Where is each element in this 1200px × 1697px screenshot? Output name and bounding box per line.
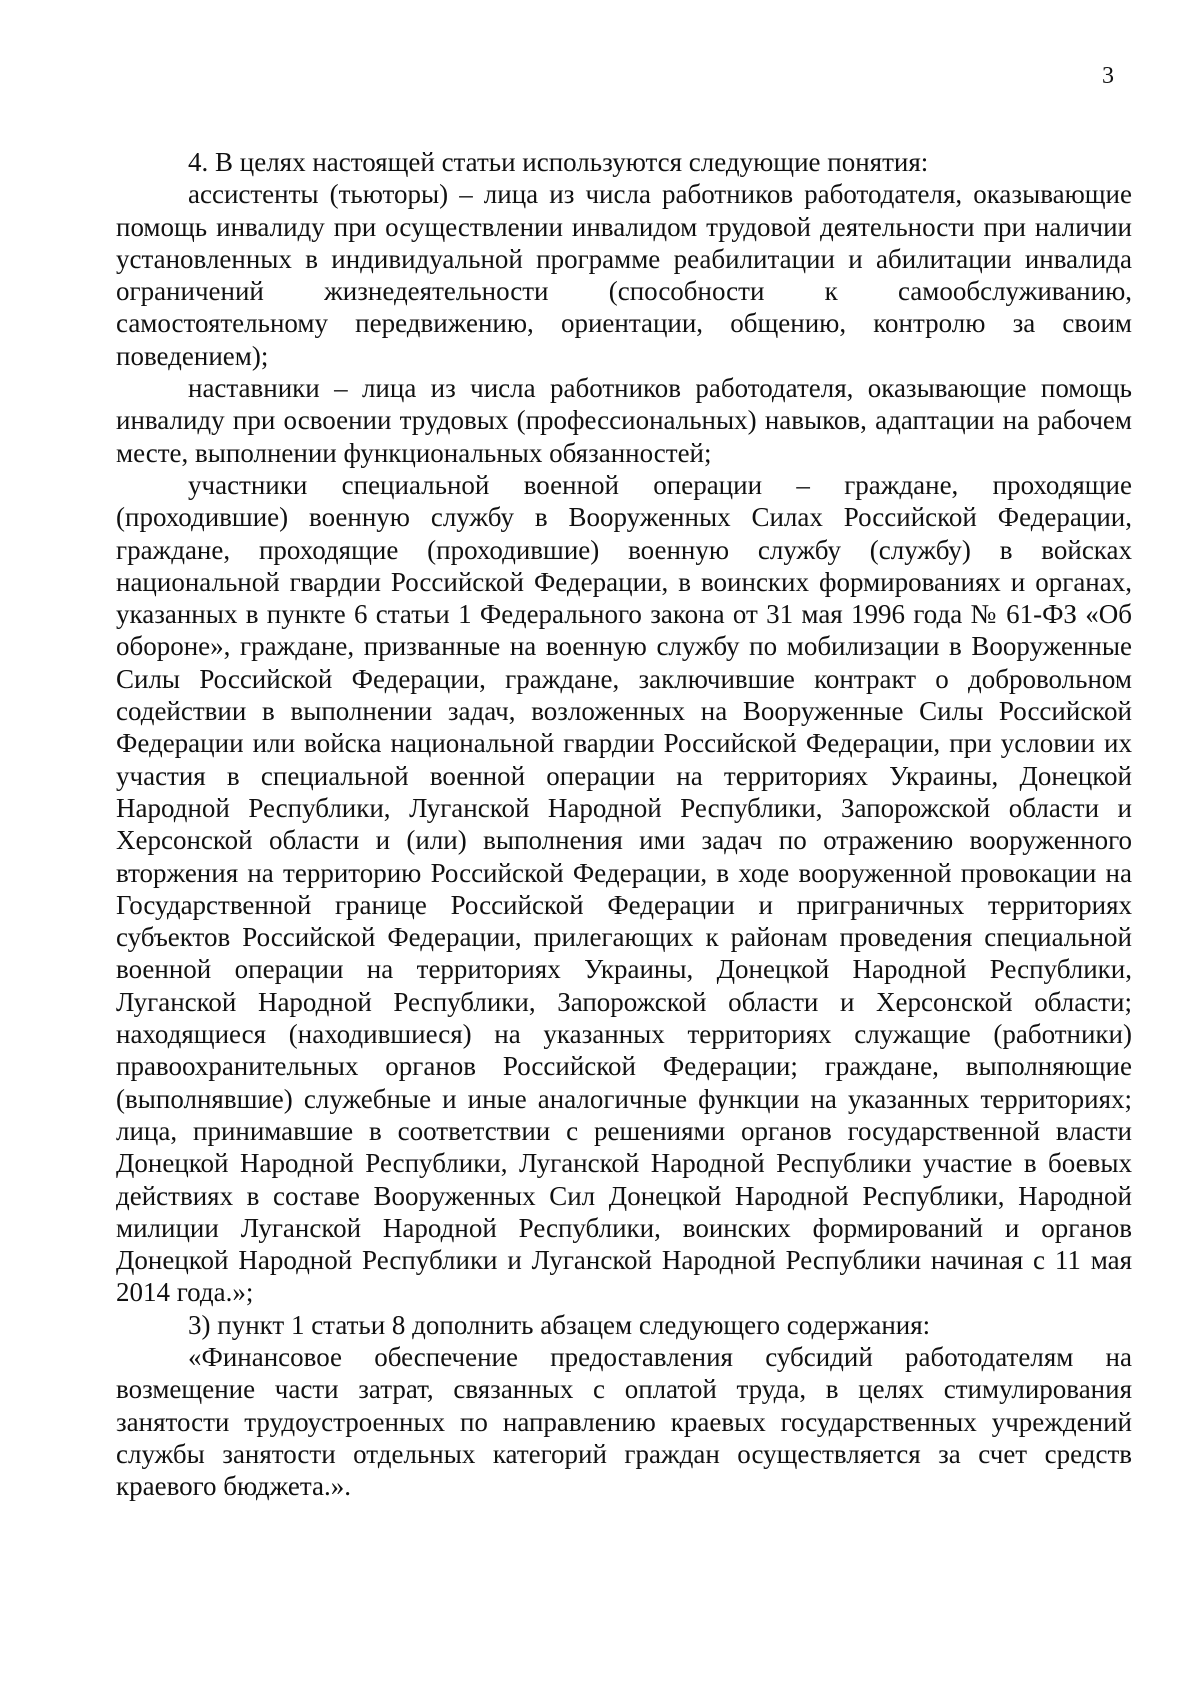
paragraph-svo-participants: участники специальной военной операции – граждане, проходящие (проходившие) военную службу в Вооруженных Силах Российской Федерации, граждане, проходящие (проходившие) военную службу (службу) в войсках национальной гвардии Российской Федерации, в воинских формированиях и органах, указанных в пункте 6 статьи 1 Федерального закона от 31 мая 1996 года № 61-ФЗ «Об обороне», граждане, призванные на военную службу по мобилизации в Вооруженные Силы Российской Федерации, граждане, заключившие контракт о добровольном содействии в выполнении задач, возложенных на Вооруженные Силы Российской Федерации или войска национальной гвардии Российской Федерации, при условии их участия в специальной военной операции на территориях Украины, Донецкой Народной Республики, Луганской Народной Республики, Запорожской области и Херсонской области и (или) выполнения ими задач по отражению вооруженного вторжения на территорию Российской Федерации, в ходе вооруженной провокации на Государственной границе Российской Федерации и приграничных территориях субъектов Российской Федерации, прилегающих к районам проведения специальной военной операции на территориях Украины, Донецкой Народной Республики, Луганской Народной Республики, Запорожской области и Херсонской области; находящиеся (находившиеся) на указанных территориях служащие (работники) правоохранительных органов Российской Федерации; граждане, выполняющие (выполнявшие) служебные и иные аналогичные функции на указанных территориях; лица, принимавшие в соответствии с решениями органов государственной власти Донецкой Народной Республики, Луганской Народной Республики участие в боевых действиях в составе Вооруженных Сил Донецкой Народной Республики, Народной милиции Луганской Народной Республики, воинских формирований и органов Донецкой Народной Республики и Луганской Народной Республики начиная с 11 мая 2014 года.»; (116, 469, 1132, 1308)
paragraph-article-8-amendment: 3) пункт 1 статьи 8 дополнить абзацем следующего содержания: (188, 1309, 931, 1340)
paragraph-mentors: наставники – лица из числа работников работодателя, оказывающие помощь инвалиду при освоении трудовых (профессиональных) навыков, адаптации на рабочем месте, выполнении функциональных обязанностей; (116, 373, 1132, 468)
paragraph-financing: «Финансовое обеспечение предоставления субсидий работодателям на возмещение части затрат, связанных с оплатой труда, в целях стимулирования занятости трудоустроенных по направлению краевых государственных учреждений службы занятости отдельных категорий граждан осуществляется за счет средств краевого бюджета.». (116, 1341, 1132, 1502)
page-number: 3 (1102, 63, 1114, 89)
paragraph-definitions-intro: 4. В целях настоящей статьи используются следующие понятия: (188, 147, 929, 177)
document-body (116, 146, 1132, 1502)
paragraph-assistants-tutors: ассистенты (тьюторы) – лица из числа работников работодателя, оказывающие помощь инвалиду при осуществлении инвалидом трудовой деятельности при наличии установленных в индивидуальной программе реабилитации и абилитации инвалида ограничений жизнедеятельности (способности к самообслуживанию, самостоятельному передвижению, ориентации, общению, контролю за своим поведением); (116, 179, 1132, 371)
